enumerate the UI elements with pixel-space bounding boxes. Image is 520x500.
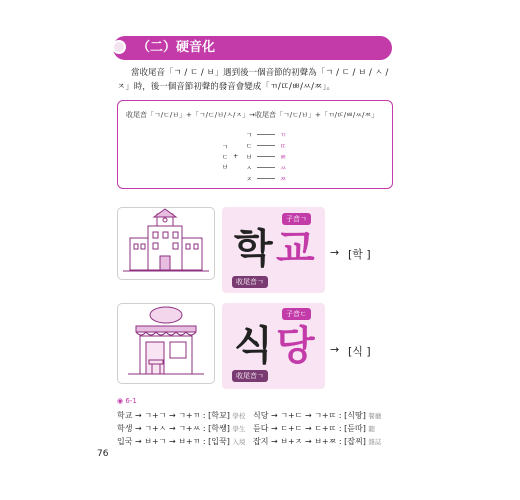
word-rule: 듣다 → ㄷ+ㄷ → ㄷ+ㄸ : [듣따] (253, 424, 366, 433)
section-title: （二）硬音化 (137, 40, 216, 55)
initial-consonant: ㅂ (246, 153, 253, 161)
final-consonant: ㅂ (222, 163, 229, 171)
school-illustration (117, 207, 215, 280)
audio-track[interactable] (117, 397, 137, 405)
tense-consonant: ㅃ (280, 153, 287, 161)
arrow-icon (257, 178, 275, 179)
answer-arrow: → (330, 246, 340, 259)
tense-consonant: ㄸ (280, 142, 287, 150)
tense-consonant: ㅆ (280, 164, 287, 172)
final-tag: 收尾音ㄱ (232, 370, 268, 382)
rule-box (117, 100, 393, 189)
word-example (253, 423, 375, 435)
intro-line-2: ㅈ」時，後一個音節初聲的發音會變成「ㄲ/ㄸ/ㅃ/ㅆ/ㅉ」。 (117, 82, 335, 92)
initial-consonant: ㅈ (246, 175, 253, 183)
syllable: 식 (234, 323, 273, 369)
page-number: 76 (97, 449, 109, 459)
audio-icon[interactable]: ◉ (117, 397, 124, 405)
school-icon (118, 208, 214, 279)
arrow-icon (257, 134, 275, 135)
plus-sign: + (233, 152, 239, 160)
word-gloss: 學校 (232, 412, 246, 420)
arrow-icon (257, 156, 275, 157)
word-rule: 잡지 → ㅂ+ㅈ → ㅂ+ㅉ : [잡찌] (253, 437, 366, 446)
answer-bracket: [식 ] (348, 345, 371, 358)
word-example (117, 423, 245, 435)
shop-icon (118, 304, 214, 383)
answer-bracket: [학 ] (348, 248, 371, 261)
syllable-highlight: 당 (276, 323, 315, 369)
final-consonant: ㄱ (222, 143, 229, 151)
initial-consonant: ㅅ (246, 164, 253, 172)
word-example (117, 410, 245, 422)
initial-consonant: ㄷ (246, 142, 253, 150)
initial-consonant: ㄱ (246, 131, 253, 139)
section-header (113, 36, 392, 60)
arrow-icon (257, 167, 275, 168)
final-consonant: ㄷ (222, 153, 229, 161)
word-gloss: 學生 (232, 425, 246, 433)
shop-illustration (117, 303, 215, 384)
tense-consonant: ㄲ (280, 131, 287, 139)
consonant-tag: 子音ㄷ (282, 308, 311, 320)
word-rule: 학생 → ㄱ+ㅅ → ㄱ+ㅆ : [학쌩] (117, 424, 230, 433)
syllable: 학 (234, 226, 273, 272)
audio-track-number: 6-1 (125, 397, 137, 405)
word-example (253, 436, 381, 448)
example-card-1 (222, 207, 325, 293)
consonant-tag: 子音ㄱ (282, 213, 311, 225)
word-gloss: 入境 (232, 438, 246, 446)
arrow-icon (257, 145, 275, 146)
final-tag: 收尾音ㄱ (232, 276, 268, 288)
syllable-highlight: 교 (276, 226, 315, 272)
example-card-2 (222, 303, 325, 389)
answer-arrow: → (330, 343, 340, 356)
word-gloss: 餐廳 (368, 412, 382, 420)
word-rule: 식당 → ㄱ+ㄷ → ㄱ+ㄸ : [식땅] (253, 411, 366, 420)
word-example (117, 436, 245, 448)
word-gloss: 雜誌 (368, 438, 382, 446)
rule-heading: 收尾音「ㄱ/ㄷ/ㅂ」+「ㄱ/ㄷ/ㅂ/ㅅ/ㅈ」→收尾音「ㄱ/ㄷ/ㅂ」+「ㄲ/ㄸ/ㅃ/ㅆ/ㅉ」 (126, 111, 379, 119)
word-gloss: 聽 (368, 425, 375, 433)
word-rule: 학교 → ㄱ+ㄱ → ㄱ+ㄲ : [학꾜] (117, 411, 230, 420)
bullet-icon (112, 40, 126, 54)
tense-consonant: ㅉ (280, 175, 287, 183)
word-rule: 입국 → ㅂ+ㄱ → ㅂ+ㄲ : [입꾹] (117, 437, 230, 446)
intro-line-1: 當收尾音「ㄱ / ㄷ / ㅂ」遇到後一個音節的初聲為「ㄱ / ㄷ / ㅂ / ㅅ / (131, 68, 389, 78)
word-example (253, 410, 381, 422)
